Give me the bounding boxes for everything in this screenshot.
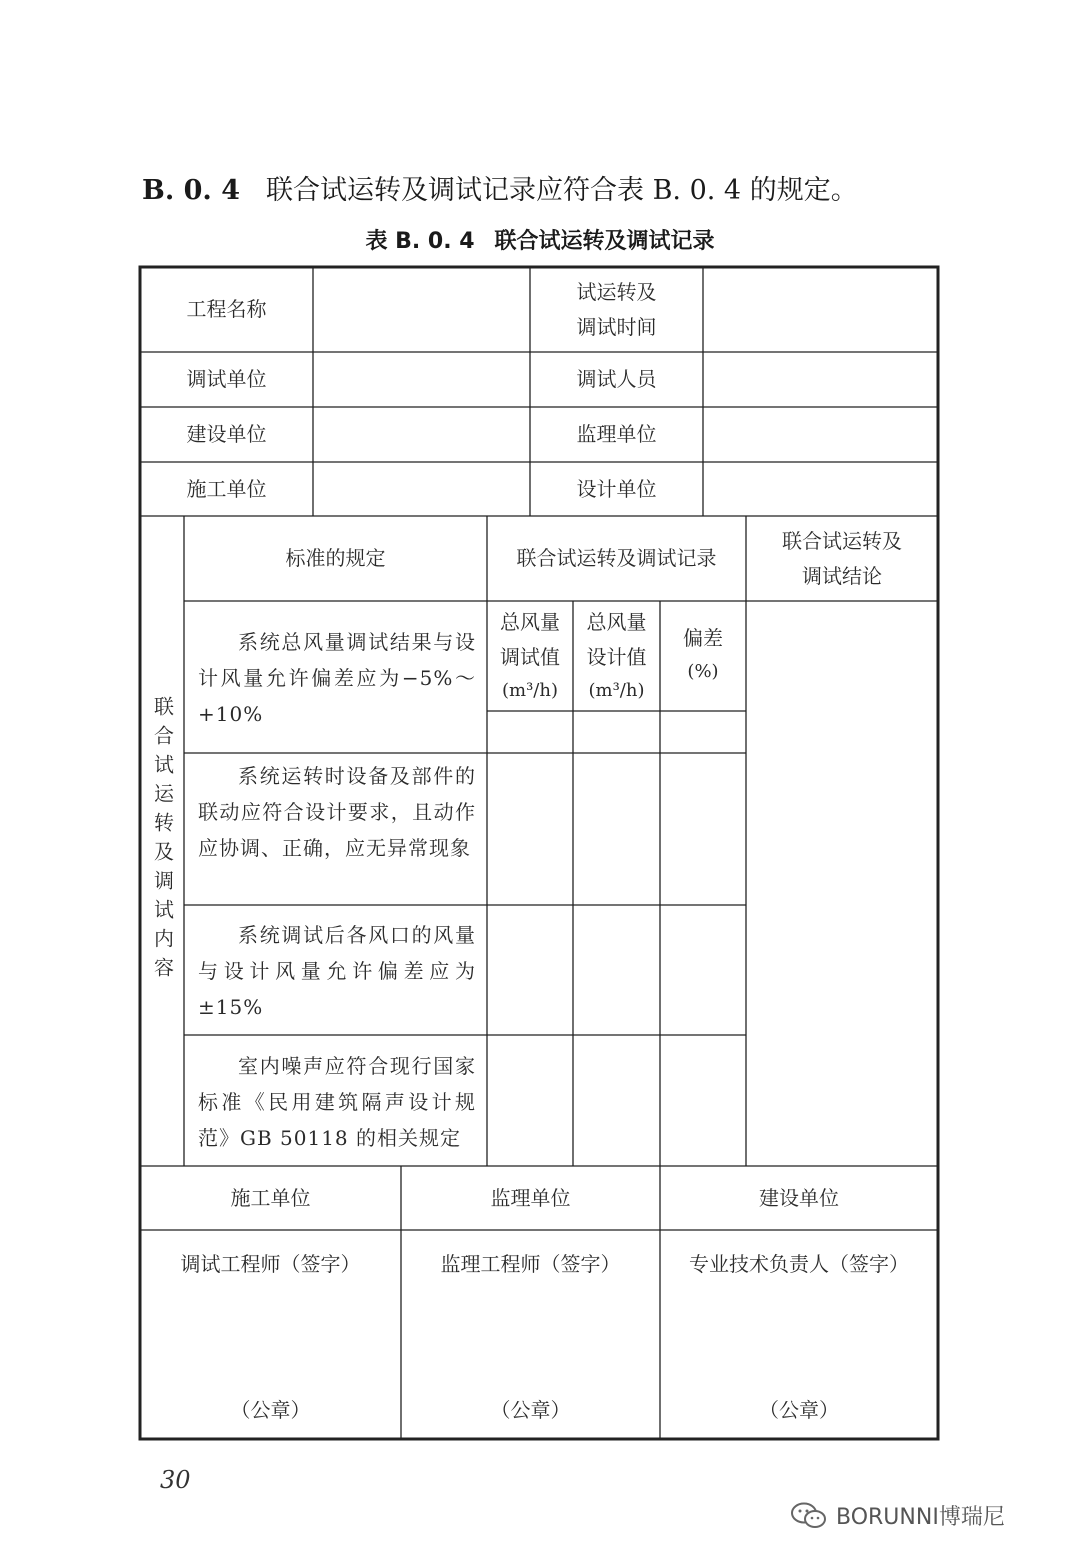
table-title-name: 联合试运转及调试记录 <box>494 229 715 254</box>
owner-unit-label: 建设单位 <box>186 422 267 446</box>
standard-row-total-airflow: 系统总风量调试结果与设计风量允许偏差应为−5%～+10% <box>198 630 476 726</box>
design-unit-label: 设计单位 <box>576 476 657 501</box>
watermark <box>790 1500 1005 1531</box>
content-side-label <box>142 516 184 1166</box>
commissioning-staff-label: 调试人员 <box>576 367 657 391</box>
deviation-unit: (%) <box>687 661 719 682</box>
seal-supervision: （公章） <box>490 1398 571 1422</box>
measured-airflow-header <box>487 601 573 711</box>
measured-line2: 调试值 <box>500 645 560 669</box>
commissioning-time-field[interactable] <box>703 267 938 352</box>
commissioning-time-label <box>530 267 703 352</box>
design-line1: 总风量 <box>586 610 647 634</box>
supervision-unit-field[interactable] <box>703 407 938 462</box>
supervision-unit-label: 监理单位 <box>576 422 657 446</box>
deviation-line1: 偏差 <box>683 626 723 650</box>
standard-row-indoor-noise: 室内噪声应符合现行国家标准《民用建筑隔声设计规范》GB 50118 的相关规定 <box>198 1054 476 1150</box>
project-name-field[interactable] <box>313 267 530 352</box>
design-airflow-field[interactable] <box>573 711 660 753</box>
sign-supervision-unit: 监理单位 <box>490 1185 571 1210</box>
deviation-header <box>660 601 746 711</box>
clause-text: 联合试运转及调试记录应符合表 B. 0. 4 的规定。 <box>266 175 858 206</box>
builder-unit-field[interactable] <box>313 462 530 516</box>
sign-builder-unit: 施工单位 <box>230 1185 311 1210</box>
page-number: 30 <box>160 1466 191 1494</box>
seal-owner: （公章） <box>759 1398 839 1422</box>
design-line2: 设计值 <box>586 645 647 669</box>
table-title-prefix: 表 B. 0. 4 <box>365 229 475 254</box>
deviation-field[interactable] <box>660 711 746 753</box>
measured-unit: (m³/h) <box>502 680 558 701</box>
conclusion-header-line2: 调试结论 <box>802 563 882 588</box>
sign-owner-unit: 建设单位 <box>759 1185 839 1210</box>
seal-builder: （公章） <box>230 1398 311 1422</box>
measured-airflow-field[interactable] <box>487 711 573 753</box>
time-label-line1: 试运转及 <box>576 279 657 304</box>
design-unit: (m³/h) <box>588 680 645 701</box>
design-unit-field[interactable] <box>703 462 938 516</box>
standard-column-header: 标准的规定 <box>285 546 386 570</box>
commissioning-unit-label: 调试单位 <box>186 367 267 391</box>
commissioning-unit-field[interactable] <box>313 352 530 407</box>
owner-unit-field[interactable] <box>313 407 530 462</box>
signer-supervision-engineer: 监理工程师（签字） <box>440 1251 621 1276</box>
standard-row-linkage: 系统运转时设备及部件的联动应符合设计要求，且动作应协调、正确，应无异常现象 <box>198 764 476 860</box>
project-name-label: 工程名称 <box>186 297 267 321</box>
wechat-icon <box>790 1501 828 1531</box>
design-airflow-header <box>573 601 660 711</box>
measured-line1: 总风量 <box>500 610 560 634</box>
commissioning-staff-field[interactable] <box>703 352 938 407</box>
signer-technical-lead: 专业技术负责人（签字） <box>689 1251 909 1276</box>
conclusion-field[interactable] <box>746 601 938 1166</box>
signer-commissioning-engineer: 调试工程师（签字） <box>180 1251 361 1276</box>
record-column-header: 联合试运转及调试记录 <box>516 546 717 570</box>
conclusion-header-line1: 联合试运转及 <box>782 528 902 553</box>
content-side-label-text: 联合试运转及调试内容 <box>150 696 175 986</box>
clause-number: B. 0. 4 <box>142 175 240 206</box>
standard-row-outlet-airflow: 系统调试后各风口的风量与设计风量允许偏差应为±15% <box>198 923 476 1019</box>
time-label-line2: 调试时间 <box>576 314 657 339</box>
builder-unit-label: 施工单位 <box>186 476 267 501</box>
conclusion-column-header <box>746 516 938 601</box>
watermark-text: BORUNNI博瑞尼 <box>836 1505 1005 1530</box>
